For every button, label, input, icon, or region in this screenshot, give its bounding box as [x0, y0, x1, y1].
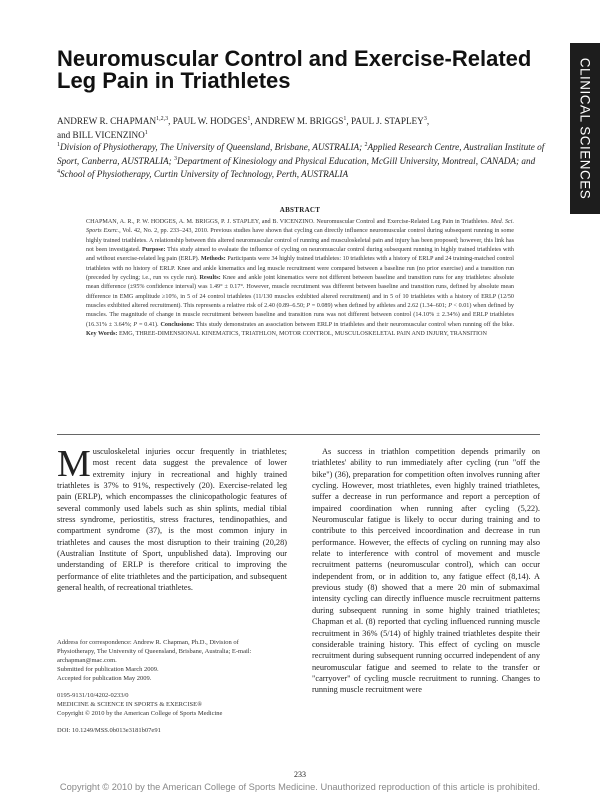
- doi: DOI: 10.1249/MSS.0b013e3181b07e91: [57, 727, 161, 735]
- abstract-citation: CHAPMAN, A. R., P. W. HODGES, A. M. BRIGGS, P. J. STAPLEY, and B. VICENZINO. Neuromuscular Control and Exercise-Related Leg Pain in Triathletes.: [86, 219, 491, 225]
- affiliation-mark: 2: [364, 142, 368, 148]
- results-text: Knee and ankle joint kinematics were not different between baseline and transition runs for any triathletes: absolute mean difference (±95% confidence interval) was 1.49° ± 0.17°. However, muscle recruitment was different between baseline and transition runs, defined by absolute mean difference in EMG amplitude ≥10%, in 5 of 24 control triathletes (11/130 muscles exhibited altered recruitment) and in 5 of 10 triathletes with a history of ERLP (12/50 muscles exhibited altered recruitment). This represents a relative risk of 2.40 (0.89–6.50;: [86, 275, 514, 310]
- drop-cap: M: [57, 443, 91, 485]
- author-separator: ,: [426, 116, 430, 127]
- affiliation: Applied Research Centre, Australian Institute of Sport, Canberra, AUSTRALIA;: [57, 142, 545, 166]
- results-text: < 0.01) when defined by muscles. The magnitude of change in muscle recruitment between baseline and transition runs was not different between control (14.10% ± 2.34%) and ERLP triathletes (16.31% ± 3.64%;: [86, 303, 514, 328]
- results-text: = 0.41).: [137, 321, 161, 328]
- abstract-heading: ABSTRACT: [279, 206, 321, 214]
- p-symbol: P: [306, 303, 311, 310]
- footer-copyright: Copyright © 2010 by the American College of Sports Medicine. Unauthorized reproduction of this article is prohibited.: [59, 782, 541, 792]
- author: and BILL VICENZINO: [57, 129, 145, 140]
- affiliation-mark: 3: [173, 155, 177, 162]
- affiliation: Division of Physiotherapy, The University of Queensland, Brisbane, AUSTRALIA;: [60, 142, 365, 153]
- author-separator: ,: [168, 116, 173, 127]
- results-label: Results:: [199, 275, 221, 282]
- methods-text: Participants were 34 highly trained triathletes: 10 triathletes with a history of ERLP and 24 training-matched control triathletes with no history of ERLP. Knee and ankle kinematics and leg muscle recruitment were compared between a baseline run (no prior exercise) and a transition run (preceded by cycling; i.e., run vs cycle run).: [86, 256, 514, 282]
- author-affiliation-mark: 1: [343, 116, 347, 122]
- author: PAUL W. HODGES: [172, 116, 248, 127]
- journal-code: 0195-9131/10/4202-0233/0: [57, 692, 129, 700]
- author-list: [57, 114, 552, 141]
- conclusions-label: Conclusions:: [160, 321, 195, 328]
- body-paragraph-right: As success in triathlon competition depends primarily on triathletes' ability to run immediately after cycling (run "off the bike") (36), preparation for competition often involves running after cycling. However, most triathletes, even highly trained triathletes, suffer a decrease in run performance and report a perception of impaired coordination when running after cycling (5,22). Neuromuscular fatigue is likely to occur during training and to contribute to this perceived incoordination and decrease in run performance. However, the effects of cycling on running may also relate to interference with control of movement and muscle recruitment patterns (neuromuscular control), which can occur independent from, or in addition to, any fatigue effect (8,14). A previous study (8) showed that a mere 20 min of submaximal intensity cycling can directly influence muscle recruitment patterns during subsequent running in some highly trained triathletes; Chapman et al. (8) reported that cycling influenced running muscle recruitment in 36% (5/14) of highly trained triathletes despite their considerable training history. This effect of cycling on muscle recruitment during subsequent running occurred independent of any neuromuscular fatigue and seemed to relate to the transfer or "carryover" of cycling muscle recruitment to running. Changes to running muscle recruitment were: [312, 447, 540, 695]
- page-number: 233: [294, 770, 306, 779]
- article-title: Neuromuscular Control and Exercise-Related Leg Pain in Triathletes: [57, 46, 532, 93]
- author-affiliation-mark: 1: [247, 116, 251, 122]
- body-text: usculoskeletal injuries occur frequently in triathletes; most recent data suggest the prevalence of lower extremity injury in recreational and highly trained triathletes is 37% to 91%, respectively (20). Exercise-related leg pain (ERLP), which encompasses the clinicopathologic features of several commonly used labels such as shin splints, medial tibial stress syndrome, periostitis, stress fractures, tendinopathies, and compartment syndrome (37), is the most common injury in triathletes and causes the most disruption to their training (20,28) (Australian Institute of Sport, unpublished data). Improving our understanding of ERLP is therefore critical to improving the performance of elite triathletes and the participation, and subsequent general health, of recreational triathletes.: [57, 447, 287, 593]
- section-tab-label: CLINICAL SCIENCES: [577, 57, 593, 200]
- submitted-date: Submitted for publication March 2009.: [57, 666, 159, 674]
- accepted-date: Accepted for publication May 2009.: [57, 675, 152, 683]
- affiliations: [57, 140, 552, 181]
- correspondence-line: Physiotherapy, The University of Queensland, Brisbane, Australia; E-mail:: [57, 648, 252, 656]
- correspondence-line: Address for correspondence: Andrew R. Chapman, Ph.D., Division of: [57, 639, 239, 646]
- purpose-label: Purpose:: [141, 247, 166, 254]
- journal-name: MEDICINE & SCIENCE IN SPORTS & EXERCISE®: [57, 701, 203, 709]
- section-tab: [570, 43, 600, 214]
- results-text: = 0.089) when defined by athletes and 2.62 (1.34–601;: [310, 303, 449, 310]
- correspondence-email: archapman@mac.com.: [57, 657, 117, 665]
- body-paragraph-left: [57, 443, 287, 593]
- conclusions-text: This study demonstrates an association between ERLP in triathletes and their neuromuscular control when running off the bike.: [194, 321, 514, 328]
- keywords-label: Key Words:: [86, 331, 118, 338]
- journal-abbrev: Med. Sci. Sports Exerc.: [86, 219, 514, 235]
- front-matter-notes: [57, 638, 287, 735]
- abstract-text: , Vol. 42, No. 2, pp. 233–243, 2010. Previous studies have shown that cycling can directly influence neuromuscular control during subsequent running in some highly trained triathletes. A relationship between this altered neuromuscular control of running and musculoskeletal pain and injury has been proposed; however, this link has not been investigated.: [86, 228, 515, 254]
- author-affiliation-mark: 1,2,3: [156, 116, 169, 122]
- affiliation-mark: 1: [57, 142, 60, 148]
- purpose-text: This study aimed to evaluate the influence of cycling on neuromuscular control during subsequent running in highly trained triathletes with and without exercise-related leg pain (ERLP).: [86, 247, 514, 263]
- author-affiliation-mark: 1: [144, 129, 148, 136]
- p-symbol: P: [448, 303, 452, 310]
- p-symbol: P: [133, 321, 138, 328]
- author: PAUL J. STAPLEY: [350, 116, 424, 127]
- author-separator: ,: [250, 116, 255, 127]
- author: ANDREW M. BRIGGS: [254, 116, 344, 127]
- abstract-body: [86, 218, 514, 339]
- affiliation: School of Physiotherapy, Curtin University of Technology, Perth, AUSTRALIA: [60, 169, 349, 180]
- author-affiliation-mark: 3: [423, 116, 427, 122]
- author: ANDREW R. CHAPMAN: [57, 116, 157, 127]
- section-divider: [57, 434, 540, 435]
- affiliation-mark: 4: [57, 169, 60, 176]
- author-separator: ,: [346, 116, 351, 127]
- methods-label: Methods:: [200, 256, 226, 263]
- keywords-text: EMG, THREE-DIMENSIONAL KINEMATICS, TRIATHLON, MOTOR CONTROL, MUSCULOSKELETAL PAIN AND INJURY, TRANSITION: [117, 331, 487, 338]
- journal-copyright: Copyright © 2010 by the American College of Sports Medicine: [57, 710, 223, 718]
- affiliation: Department of Kinesiology and Physical Education, McGill University, Montreal, CANADA; and: [176, 155, 536, 166]
